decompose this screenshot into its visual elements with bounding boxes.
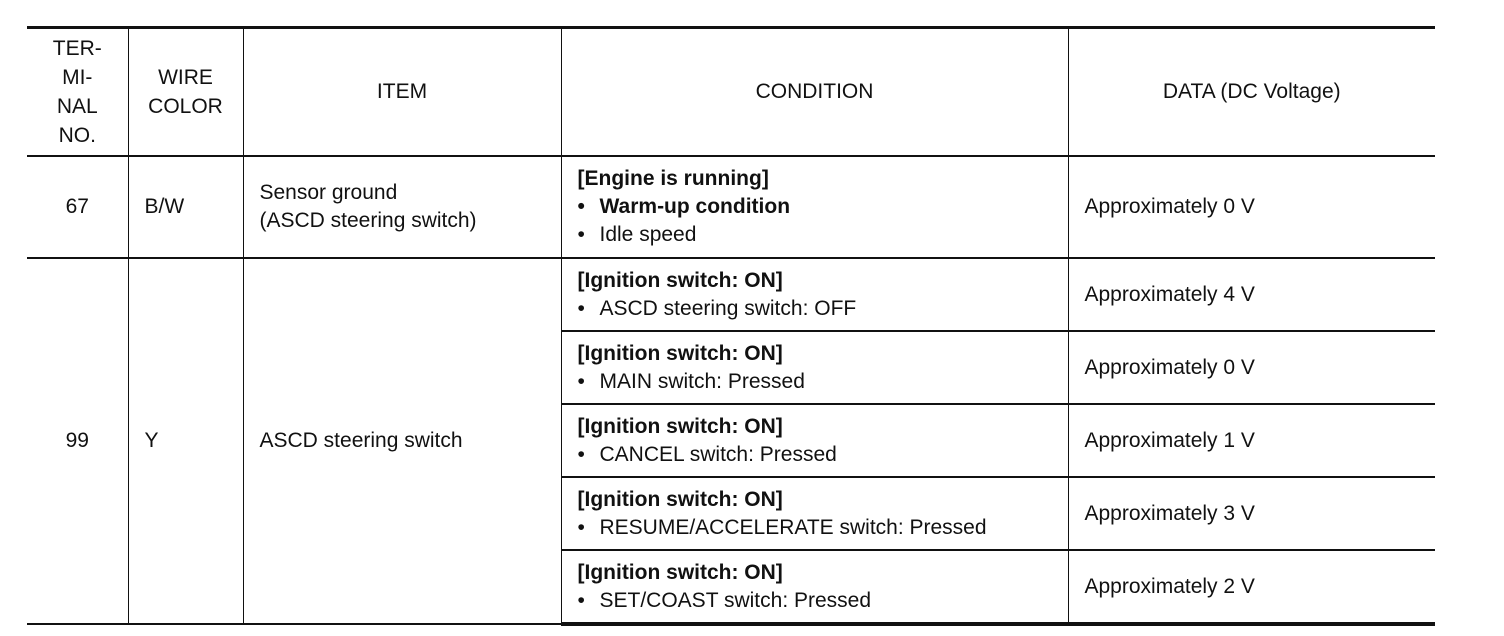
condition-title: [Ignition switch: ON] [577, 487, 783, 511]
condition-title: [Ignition switch: ON] [577, 341, 783, 365]
bullet-icon: • [577, 369, 585, 393]
condition-bullet: • Warm-up condition [578, 193, 1067, 221]
condition-title: [Engine is running] [577, 167, 769, 190]
data-cell: Approximately 0 V [1068, 156, 1435, 258]
bullet-icon: • [577, 515, 585, 539]
condition-cell [561, 550, 1068, 624]
condition-cell [561, 404, 1068, 477]
bullet-icon: • [577, 588, 585, 612]
table-row [27, 258, 1435, 331]
condition-cell [561, 258, 1068, 331]
data-cell: Approximately 1 V [1068, 404, 1435, 477]
condition-cell [561, 477, 1068, 550]
condition-bullet: • ASCD steering switch: OFF [578, 295, 1067, 323]
header-item: ITEM [243, 28, 561, 157]
item-cell: ASCD steering switch [243, 258, 561, 624]
table-row [27, 156, 1435, 258]
condition-cell [561, 331, 1068, 404]
condition-bullet: • CANCEL switch: Pressed [578, 441, 1067, 469]
item-cell: Sensor ground (ASCD steering switch) [243, 156, 561, 258]
header-condition: CONDITION [561, 28, 1068, 157]
data-cell: Approximately 4 V [1068, 258, 1435, 331]
bullet-icon: • [577, 442, 585, 466]
condition-cell [561, 156, 1068, 258]
condition-title: [Ignition switch: ON] [577, 268, 783, 292]
condition-bullet: • Idle speed [578, 221, 1067, 249]
condition-title: [Ignition switch: ON] [577, 414, 783, 438]
data-cell: Approximately 0 V [1068, 331, 1435, 404]
wire-color-cell: Y [128, 258, 243, 624]
data-cell: Approximately 2 V [1068, 550, 1435, 624]
condition-bullet: • SET/COAST switch: Pressed [578, 587, 1067, 615]
header-terminal-no: TER- MI- NAL NO. [27, 28, 128, 157]
terminal-cell: 67 [27, 156, 128, 258]
bullet-icon: • [577, 195, 585, 218]
wire-color-cell: B/W [128, 156, 243, 258]
data-cell: Approximately 3 V [1068, 477, 1435, 550]
bullet-icon: • [577, 296, 585, 320]
terminal-spec-table [27, 26, 1435, 626]
condition-bullet: • MAIN switch: Pressed [578, 368, 1067, 396]
bullet-icon: • [577, 223, 585, 246]
header-row [27, 28, 1435, 157]
condition-bullet: • RESUME/ACCELERATE switch: Pressed [578, 514, 1067, 542]
header-data: DATA (DC Voltage) [1068, 28, 1435, 157]
condition-title: [Ignition switch: ON] [577, 560, 783, 584]
header-wire-color: WIRE COLOR [128, 28, 243, 157]
terminal-cell: 99 [27, 258, 128, 624]
